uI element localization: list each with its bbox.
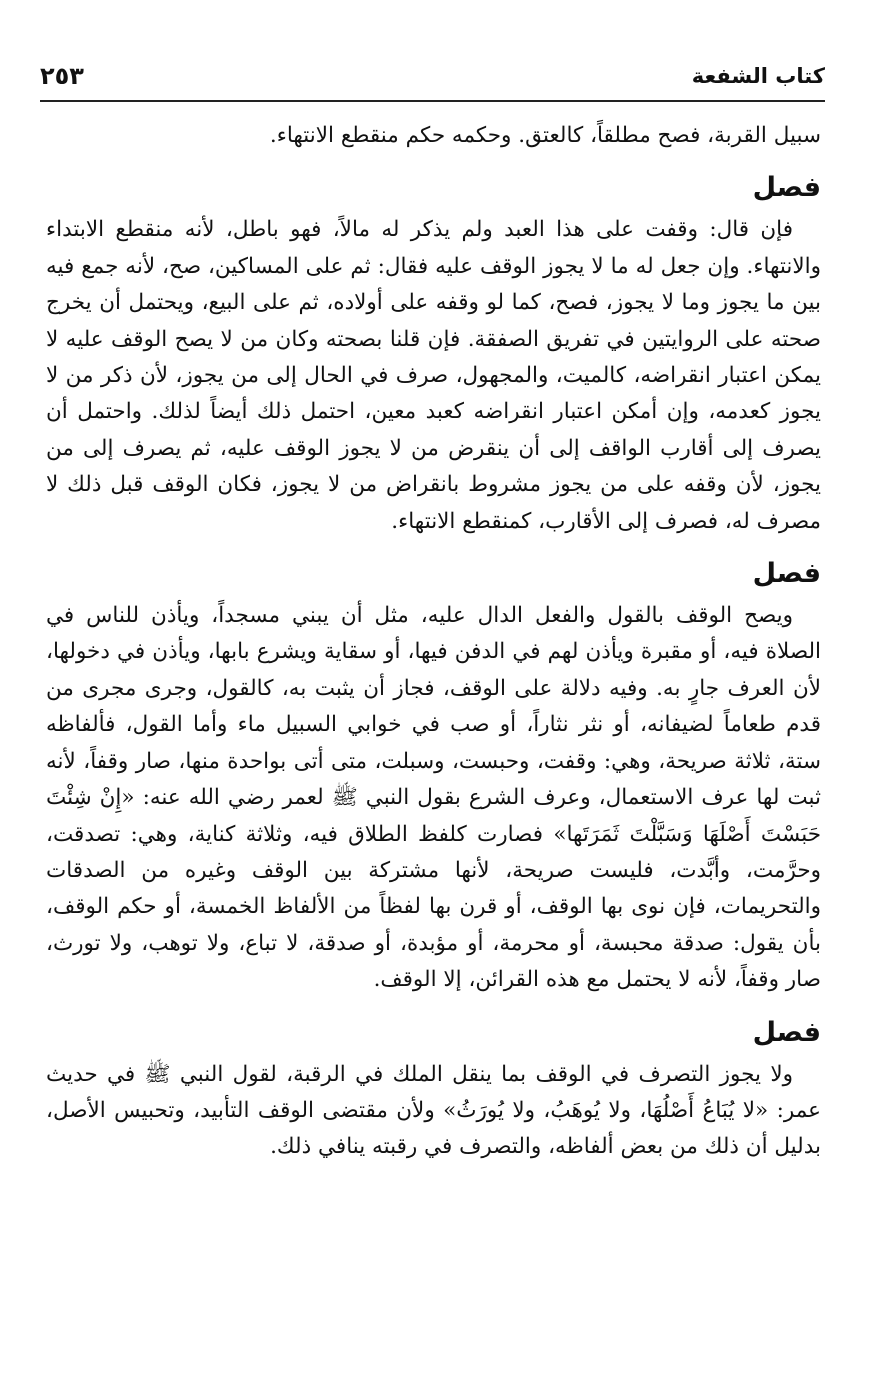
section-heading-3: فصل bbox=[752, 1016, 821, 1048]
page-number: ٢٥٣ bbox=[40, 62, 84, 90]
section-heading-2: فصل bbox=[752, 558, 821, 590]
running-title: كتاب الشفعة bbox=[691, 64, 825, 88]
paragraph-continuation: سبيل القربة، فصح مطلقاً، كالعتق. وحكمه حكم منقطع الانتهاء. bbox=[269, 123, 821, 148]
paragraph-section-2: ويصح الوقف بالقول والفعل الدال عليه، مثل أن يبني مسجداً، ويأذن للناس في الصلاة فيه، أو مقبرة ويأذن لهم في الدفن فيها، أو سقاية ويشرع بابها، ويأذن في دخولها، لأن العرف جارٍ به. وفيه دلالة على الوقف، فجاز أن يثبت به، كالقول، وجرى مجرى من قدم طعاماً لضيفانه، أو نثر نثاراً، أو صب في خوابي السبيل ماء وأما القول، فألفاظه ستة، ثلاثة صريحة، وهي: وقفت، وحبست، وسبلت، متى أتى بواحدة منها، صار وقفاً، لأنه ثبت لها عرف الاستعمال، وعرف الشرع بقول النبي ﷺ لعمر رضي الله عنه: «إِنْ شِئْتَ حَبَسْتَ أَصْلَهَا وَسَبَّلْتَ ثَمَرَتَها» فصارت كلفظ الطلاق فيه، وثلاثة كناية، وهي: تصدقت، وحرَّمت، وأبَّدت، فليست صريحة، لأنها مشتركة بين الوقف وغيره من الصدقات والتحريمات، فإن نوى بها الوقف، أو قرن بها لفظاً من الألفاظ الخمسة، أو حكم الوقف، بأن يقول: صدقة محبسة، أو محرمة، أو مؤبدة، أو صدقة، لا تباع، ولا توهب، ولا تورث، صار وقفاً، لأنه لا يحتمل مع هذه القرائن، إلا الوقف. bbox=[46, 603, 821, 993]
body-text bbox=[46, 118, 821, 1166]
page-header bbox=[40, 60, 825, 96]
section-heading-1: فصل bbox=[752, 172, 821, 204]
header-divider bbox=[40, 100, 825, 102]
paragraph-section-3: ولا يجوز التصرف في الوقف بما ينقل الملك في الرقبة، لقول النبي ﷺ في حديث عمر: «لا يُبَاعُ أَصْلُهَا، ولا يُوهَبُ، ولا يُورَثُ» ولأن مقتضى الوقف التأبيد، وتحبيس الأصل، بدليل أن ذلك من بعض ألفاظه، والتصرف في رقبته ينافي ذلك. bbox=[46, 1061, 821, 1160]
paragraph-section-1: فإن قال: وقفت على هذا العبد ولم يذكر له مالاً، فهو باطل، لأنه منقطع الابتداء والانتهاء. وإن جعل له ما لا يجوز الوقف عليه فقال: ثم على المساكين، صح، لأنه جمع فيه بين ما يجوز وما لا يجوز، فصح، كما لو وقفه على أولاده، ثم على البيع، ويحتمل أن يخرج صحته على الروايتين في تفريق الصفقة. فإن قلنا بصحته وكان من لا يصح الوقف عليه لا يمكن اعتبار انقراضه، كالميت، والمجهول، صرف في الحال إلى من يجوز، لأن ذكر من لا يجوز كعدمه، وإن أمكن اعتبار انقراضه كعبد معين، احتمل ذلك أيضاً لذلك. واحتمل أن يصرف إلى أقارب الواقف إلى أن ينقرض من لا يجوز الوقف عليه، ثم يصرف إلى من يجوز، لأن وقفه على من يجوز مشروط بانقراض من لا يجوز، فكان الوقف قبل ذلك لا مصرف له، فصرف إلى الأقارب، كمنقطع الانتهاء. bbox=[46, 217, 821, 534]
